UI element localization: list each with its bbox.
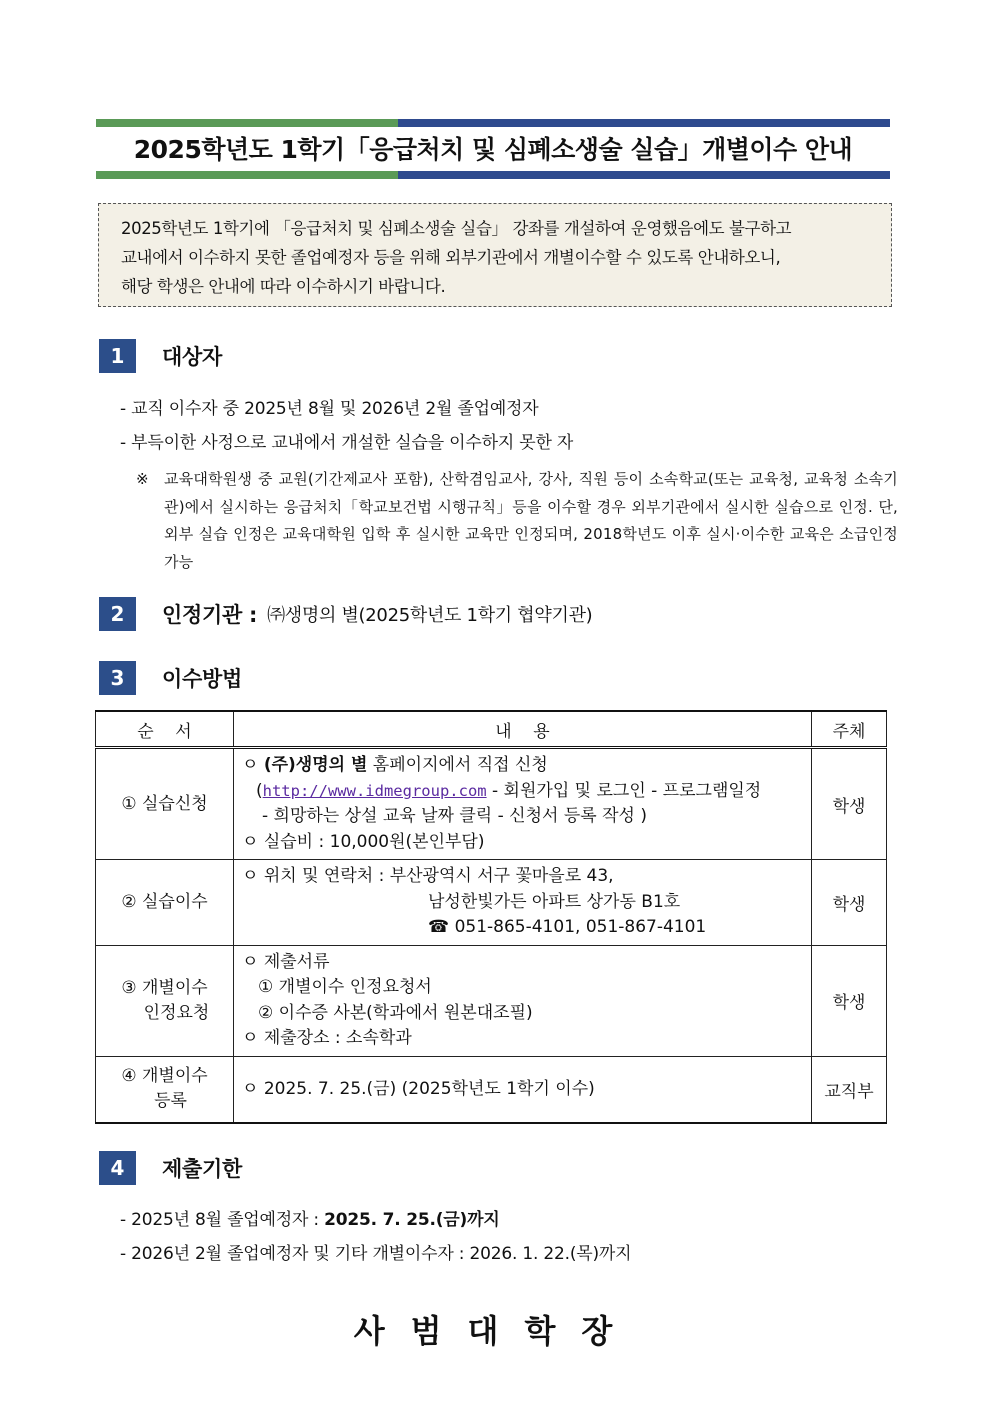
header-who: 주체 <box>812 711 887 748</box>
row4-who: 교직부 <box>812 1056 887 1123</box>
row1-line4: ㅇ 실습비 : 10,000원(본인부담) <box>242 831 485 852</box>
section-4-header <box>99 1151 242 1185</box>
row1-company: (주)생명의 별 <box>263 755 368 775</box>
table-header-row <box>96 711 887 748</box>
row4-step <box>96 1056 234 1123</box>
target-item-2: - 부득이한 사정으로 교내에서 개설한 실습을 이수하지 못한 자 <box>120 433 574 453</box>
row2-line1: ㅇ 위치 및 연락처 : 부산광역시 서구 꽃마을로 43, <box>242 866 614 886</box>
row3-step-line2: 인정요청 <box>143 1002 210 1023</box>
row3-line4: ㅇ 제출장소 : 소속학과 <box>242 1028 412 1048</box>
row1-content <box>234 748 812 860</box>
title-bar-bottom <box>96 171 890 179</box>
section-2-badge: 2 <box>99 597 136 631</box>
table-row <box>96 1056 887 1123</box>
title-block <box>96 119 890 179</box>
intro-line-1: 2025학년도 1학기에 「응급처치 및 심폐소생술 실습」 강좌를 개설하여 운영했음에도 불구하고 <box>121 219 792 238</box>
title-bar-top <box>96 119 890 127</box>
row1-bullet: ㅇ <box>242 755 264 775</box>
row2-step: ② 실습이수 <box>96 860 234 946</box>
note-body: 교육대학원생 중 교원(기간제교사 포함), 산학겸임교사, 강사, 직원 등이 소속학교(또는 교육청, 교육청 소속기관)에서 실시하는 응급처치「학교보건법 시행규칙」등을 이수할 경우 외부기관에서 실시한 실습으로 인정. 단, 외부 실습 인정은 교육대학원 입학 후 실시한 교육만 인정되며, 2018학년도 이후 실시·이수한 교육은 소급인정 가능 <box>164 470 898 571</box>
row1-line3: - 희망하는 상설 교육 날짜 클릭 - 신청서 등록 작성 ) <box>262 806 647 826</box>
row2-phone: ☎ 051-865-4101, 051-867-4101 <box>428 917 707 937</box>
title-bar-top-blue <box>398 119 890 127</box>
section-1-header <box>99 339 222 373</box>
section-4-title: 제출기한 <box>162 1157 242 1181</box>
homepage-link[interactable]: http://www.idmegroup.com <box>262 781 487 800</box>
note-mark: ※ <box>136 470 149 488</box>
header-step: 순 서 <box>96 711 234 748</box>
target-item-1: - 교직 이수자 중 2025년 8월 및 2026년 2월 졸업예정자 <box>120 399 539 419</box>
title-bar-bottom-green <box>96 171 398 179</box>
section-2-institution: ㈜생명의 별(2025학년도 1학기 협약기관) <box>267 605 593 626</box>
row1-apply-text: 홈페이지에서 직접 신청 <box>367 755 548 775</box>
row3-step <box>96 945 234 1056</box>
row3-who: 학생 <box>812 945 887 1056</box>
row2-who: 학생 <box>812 860 887 946</box>
section-1-badge: 1 <box>99 339 136 373</box>
row3-line2: ① 개별이수 인정요청서 <box>258 977 432 997</box>
row4-step-line1: ④ 개별이수 <box>121 1066 208 1087</box>
section-3-title: 이수방법 <box>162 667 242 691</box>
deadline-item-2: - 2026년 2월 졸업예정자 및 기타 개별이수자 : 2026. 1. 22.(목)까지 <box>120 1244 632 1264</box>
row3-step-line1: ③ 개별이수 <box>121 977 208 998</box>
row2-content <box>234 860 812 946</box>
section-2-header <box>99 597 592 631</box>
section-4-badge: 4 <box>99 1151 136 1185</box>
section-1-title: 대상자 <box>162 345 222 369</box>
row1-step: ① 실습신청 <box>96 748 234 860</box>
deadline-1-date: 2025. 7. 25.(금)까지 <box>324 1210 500 1230</box>
page-title: 2025학년도 1학기「응급처치 및 심폐소생술 실습」개별이수 안내 <box>133 135 853 164</box>
target-note <box>136 466 898 576</box>
table-row <box>96 860 887 946</box>
row1-line2 <box>242 779 805 805</box>
section-3-header <box>99 661 242 695</box>
title-bar-bottom-blue <box>398 171 890 179</box>
row3-line3: ② 이수증 사본(학과에서 원본대조필) <box>258 1002 533 1023</box>
section-3-badge: 3 <box>99 661 136 695</box>
section-2-title: 인정기관 : <box>162 603 258 627</box>
title-bar-top-green <box>96 119 398 127</box>
row1-paren: ( <box>256 780 263 801</box>
row1-who: 학생 <box>812 748 887 860</box>
issuer-signature: 사범대학장 <box>353 1312 639 1350</box>
row2-line2: 남성한빛가든 아파트 상가동 B1호 <box>428 891 681 912</box>
row3-content <box>234 945 812 1056</box>
row4-step-line2: 등록 <box>154 1091 187 1112</box>
deadline-1-label: - 2025년 8월 졸업예정자 : <box>120 1210 325 1230</box>
header-content: 내 용 <box>234 711 812 748</box>
row1-line1 <box>242 753 805 779</box>
intro-line-3: 해당 학생은 안내에 따라 이수하시기 바랍니다. <box>121 277 446 296</box>
row3-line1: ㅇ 제출서류 <box>242 951 330 972</box>
deadline-item-1 <box>120 1205 500 1230</box>
intro-box <box>98 203 892 307</box>
method-table <box>95 710 887 1124</box>
table-row <box>96 945 887 1056</box>
row4-content: ㅇ 2025. 7. 25.(금) (2025학년도 1학기 이수) <box>234 1056 812 1123</box>
intro-line-2: 교내에서 이수하지 못한 졸업예정자 등을 위해 외부기관에서 개별이수할 수 있도록 안내하오니, <box>121 248 781 267</box>
table-row <box>96 748 887 860</box>
row1-steps-text: - 회원가입 및 로그인 - 프로그램일정 <box>486 780 762 801</box>
